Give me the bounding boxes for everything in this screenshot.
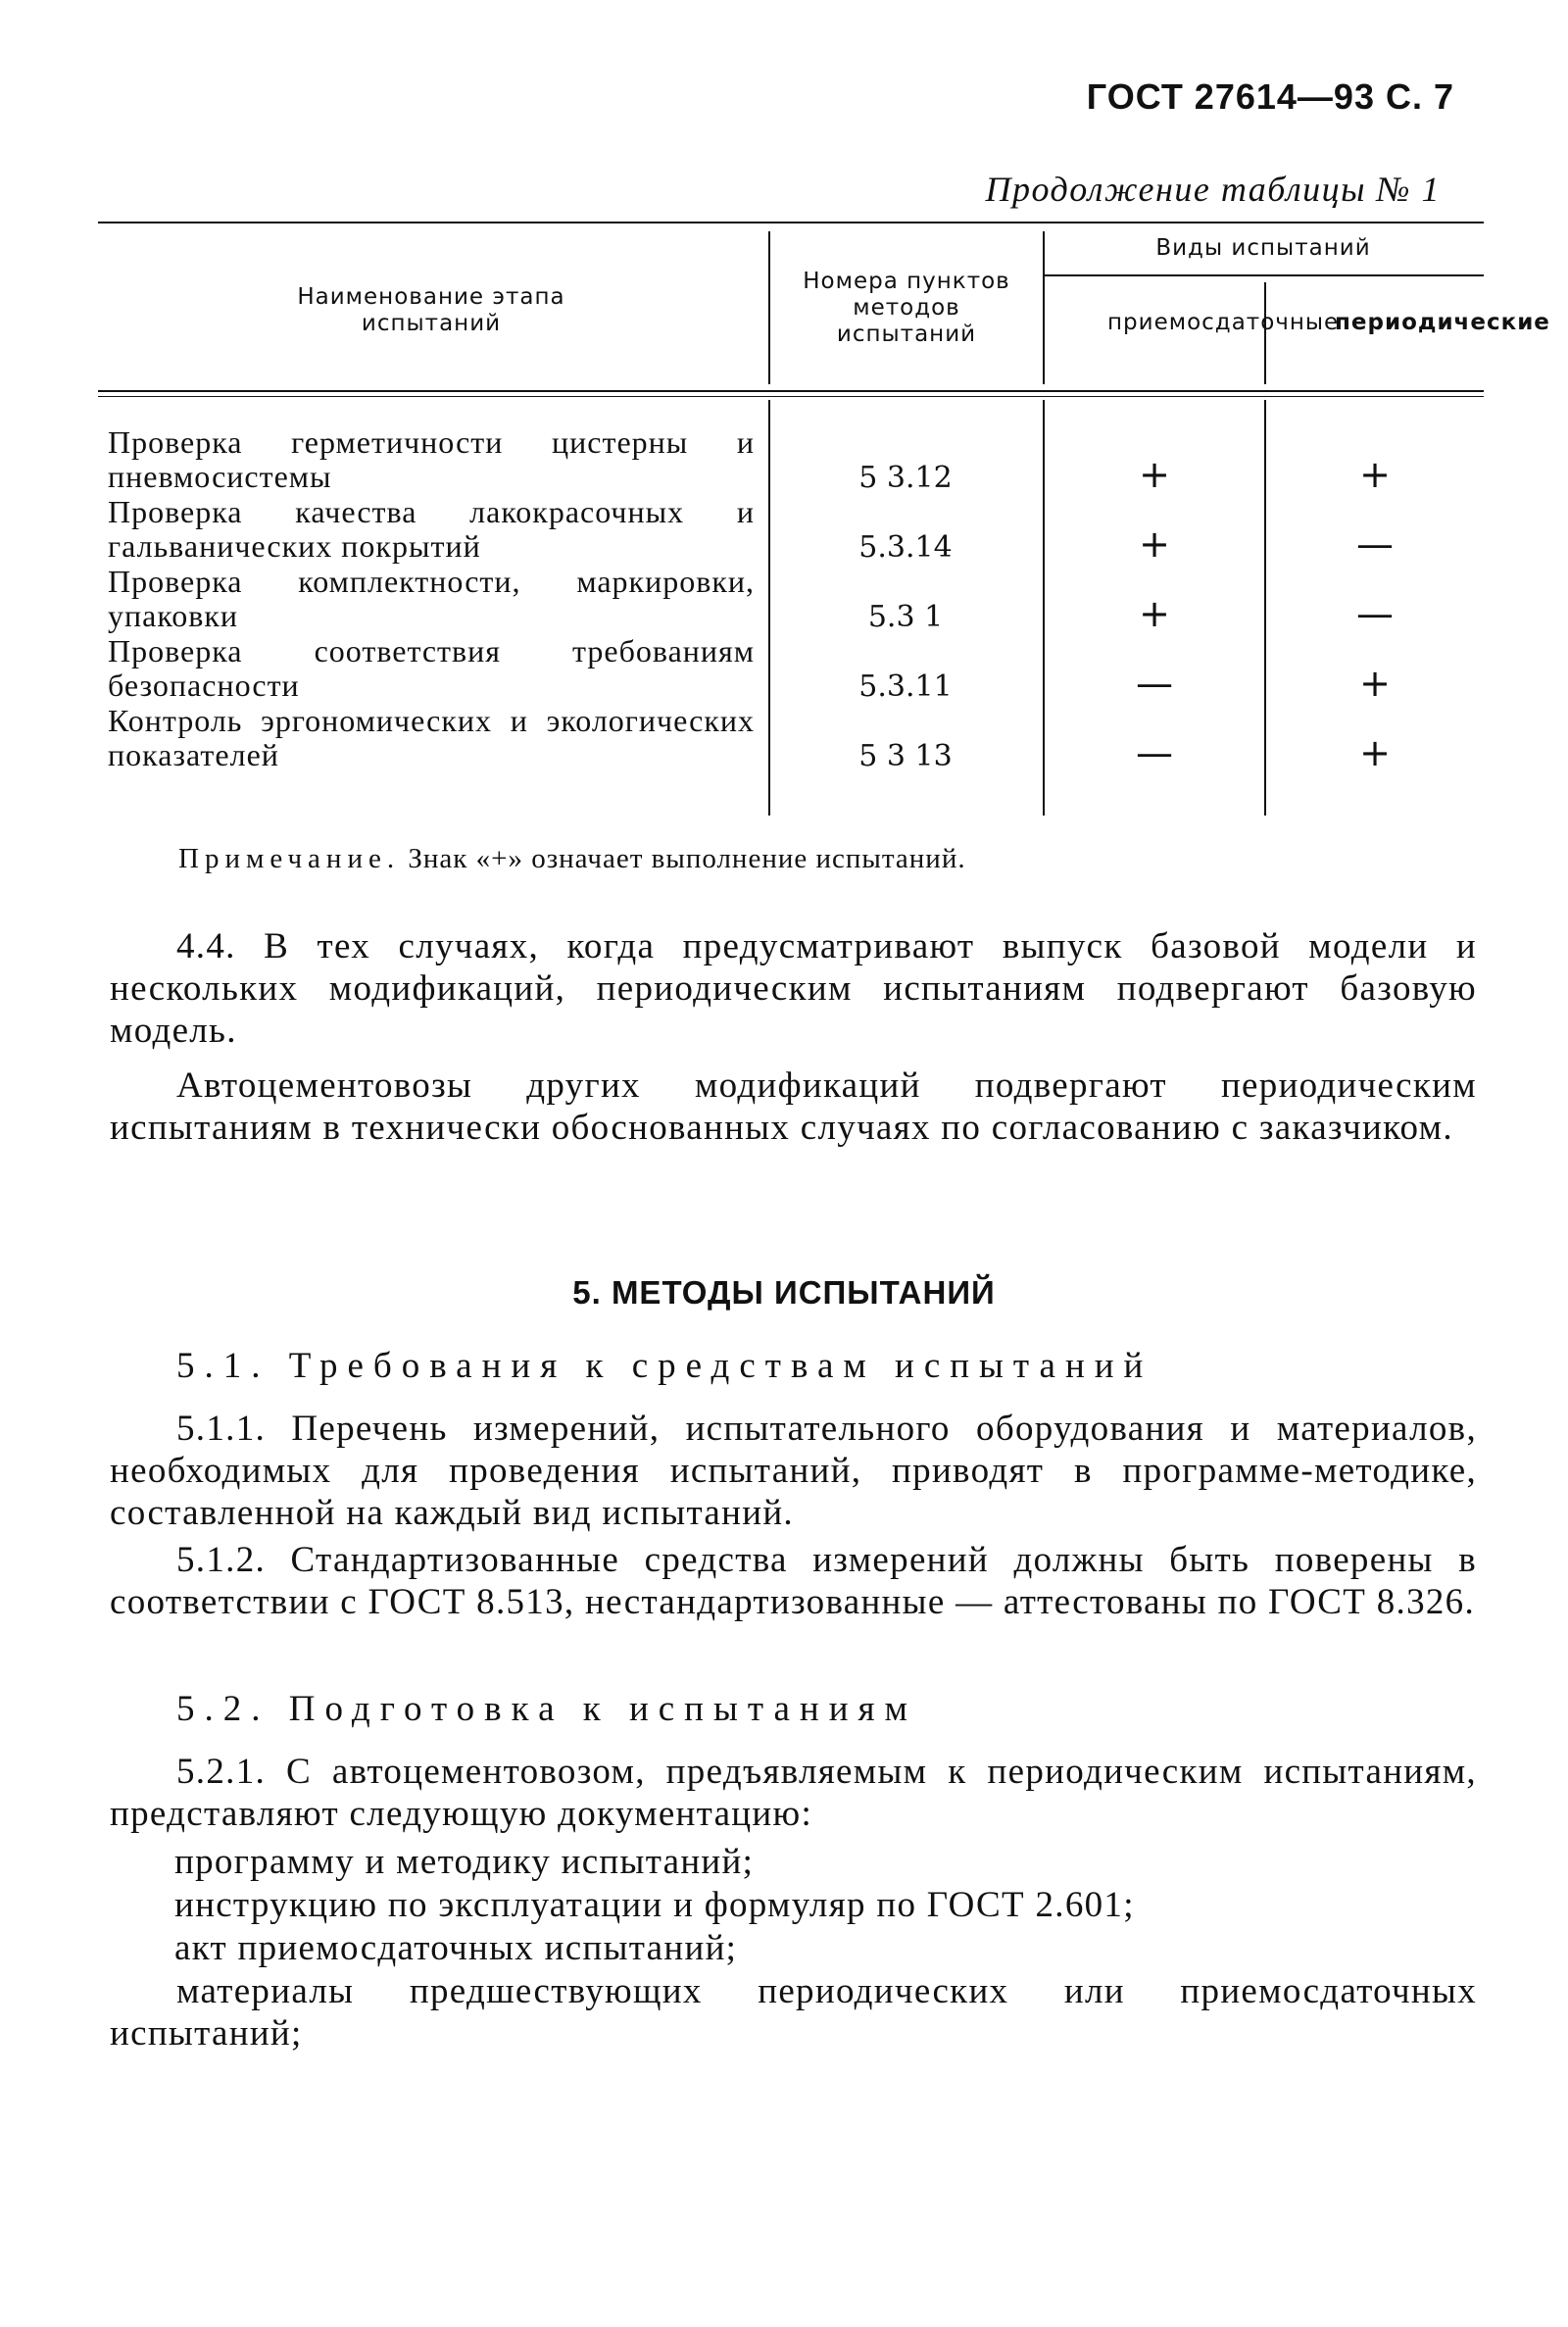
subsection-5-1-title: 5.1. Требования к средствам испытаний — [176, 1346, 1153, 1386]
row-method-number: 5 3 13 — [858, 739, 953, 773]
row-periodic-mark: — — [1356, 592, 1394, 635]
header-method-numbers: Номера пунктов методов испытаний — [803, 269, 1010, 347]
table-row — [98, 565, 1484, 635]
row-acceptance-mark: — — [1136, 731, 1173, 774]
header-test-types: Виды испытаний — [1155, 235, 1371, 261]
header-bottom-rule-1 — [98, 390, 1484, 392]
table-row — [98, 704, 1484, 774]
row-periodic-mark: — — [1356, 522, 1394, 566]
row-stage-name: Проверка качества лакокрасочных и гальванических покрытий — [108, 494, 755, 564]
row-method-number: 5.3 1 — [867, 600, 944, 634]
row-method-number: 5.3.14 — [858, 530, 953, 565]
paragraph-5-2-1: 5.2.1. С автоцементовозом, предъявляемым к периодическим испытаниям, представляют следующую документацию: — [110, 1752, 1477, 1834]
col-divider-1-head — [768, 231, 770, 384]
page-header: ГОСТ 27614—93 С. 7 — [1086, 76, 1454, 117]
row-acceptance-mark: — — [1136, 662, 1173, 705]
row-periodic-mark: + — [1359, 731, 1391, 774]
row-stage-name: Проверка соответствия требованиям безопасности — [108, 633, 755, 703]
subsection-5-2-title: 5.2. Подготовка к испытаниям — [176, 1689, 917, 1729]
paragraph-4-4-continued: Автоцементовозы других модификаций подвергают периодическим испытаниям в технически обоснованных случаях по согласованию с заказчиком. — [110, 1065, 1477, 1148]
row-periodic-mark: + — [1359, 453, 1391, 496]
table-caption: Продолжение таблицы № 1 — [985, 170, 1441, 209]
table-row — [98, 495, 1484, 566]
section-5-title: 5. МЕТОДЫ ИСПЫТАНИЙ — [572, 1274, 996, 1311]
row-stage-name: Проверка герметичности цистерны и пневмосистемы — [108, 424, 755, 494]
header-periodic: периодические — [1335, 310, 1550, 335]
row-periodic-mark: + — [1359, 662, 1391, 705]
row-acceptance-mark: + — [1139, 592, 1170, 635]
row-stage-name: Контроль эргономических и экологических показателей — [108, 703, 755, 772]
doc-list-item-last: материалы предшествующих периодических или приемосдаточных испытаний; — [110, 1971, 1477, 2054]
row-acceptance-mark: + — [1139, 453, 1170, 496]
tests-table — [98, 222, 1550, 817]
doc-list-item: программу и методику испытаний; — [174, 1842, 755, 1882]
header-acceptance: приемосдаточные — [1107, 310, 1340, 335]
row-method-number: 5 3.12 — [858, 461, 953, 495]
table-note — [178, 843, 1492, 875]
paragraph-5-1-1: 5.1.1. Перечень измерений, испытательного оборудования и материалов, необходимых для проведения испытаний, приводят в программе-методике, составленной на каждый вид испытаний. — [110, 1409, 1477, 1533]
row-method-number: 5.3.11 — [858, 669, 953, 704]
header-bottom-rule-2 — [98, 396, 1484, 397]
row-acceptance-mark: + — [1139, 522, 1170, 566]
note-label: Примечание. — [178, 843, 401, 874]
header-stage-name: Наименование этапа испытаний — [297, 284, 565, 336]
doc-list-item: акт приемосдаточных испытаний; — [174, 1928, 738, 1968]
table-row — [98, 425, 1484, 496]
group-header-rule — [1043, 274, 1484, 276]
row-stage-name: Проверка комплектности, маркировки, упаковки — [108, 564, 755, 633]
table-row — [98, 634, 1484, 705]
doc-list-item: инструкцию по эксплуатации и формуляр по ГОСТ 2.601; — [174, 1885, 1135, 1925]
paragraph-4-4: 4.4. В тех случаях, когда предусматривают выпуск базовой модели и нескольких модификаций, периодическим испытаниям подвергают базовую модель. — [110, 926, 1477, 1051]
note-text: Знак «+» означает выполнение испытаний. — [400, 843, 966, 874]
table-top-rule — [98, 222, 1484, 223]
paragraph-5-1-2: 5.1.2. Стандартизованные средства измерений должны быть поверены в соответствии с ГОСТ 8.513, нестандартизованные — аттестованы по ГОСТ 8.326. — [110, 1540, 1477, 1622]
